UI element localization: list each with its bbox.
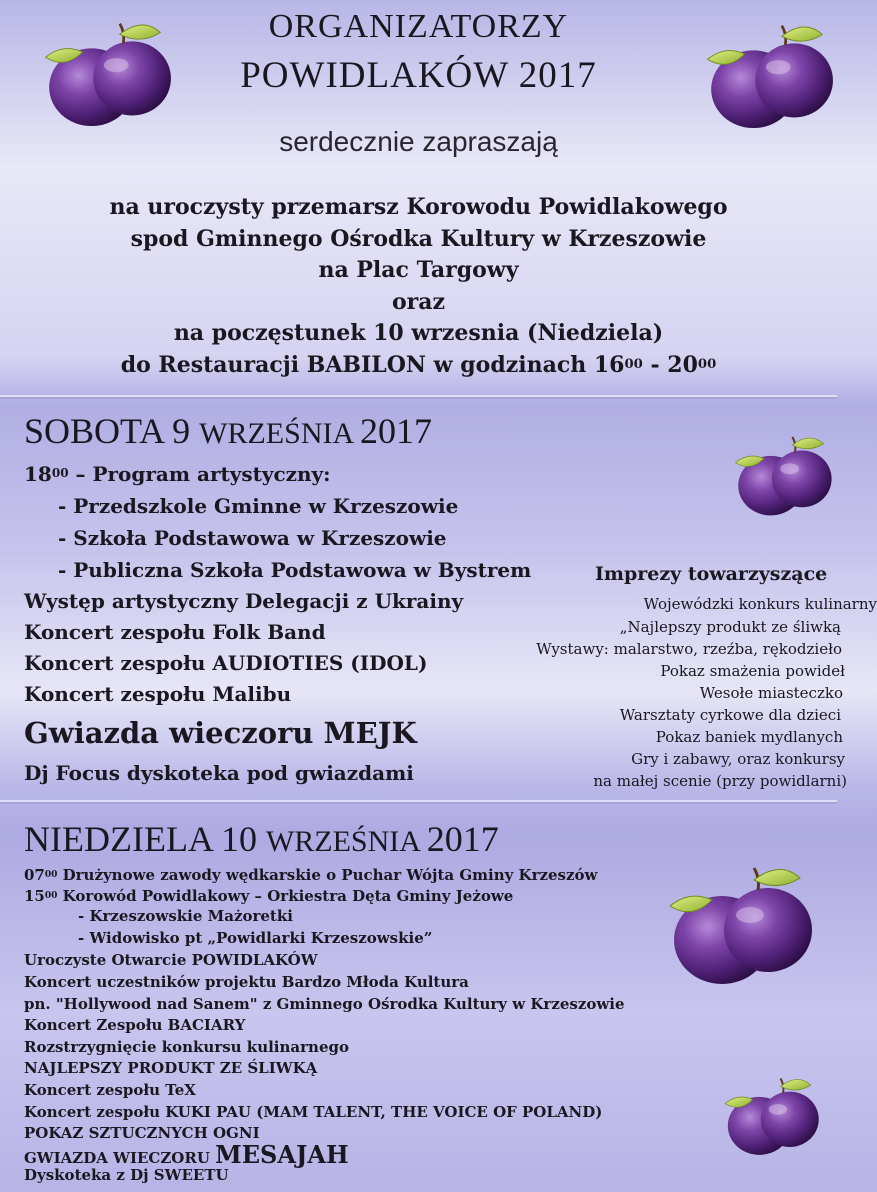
sunday-item: Koncert zespołu TeX	[24, 1081, 196, 1099]
side-event-item: Gry i zabawy, oraz konkursy	[631, 750, 845, 768]
sunday-item: - Widowisko pt „Powidlarki Krzeszowskie”	[78, 929, 433, 947]
saturday-item: Koncert zespołu Folk Band	[24, 620, 326, 644]
page-title-line2: POWIDLAKÓW 2017	[240, 55, 597, 96]
invitation-line: na Plac Targowy	[318, 257, 519, 283]
saturday-star: Gwiazda wieczoru MEJK	[24, 716, 417, 750]
time-sup: 00	[51, 466, 69, 481]
sunday-item	[24, 866, 597, 884]
saturday-program-label	[24, 462, 331, 486]
sunday-item: Rozstrzygnięcie konkursu kulinarnego	[24, 1038, 349, 1056]
hours-text: do Restauracji BABILON w godzinach 16	[120, 351, 625, 378]
sunday-star	[24, 1140, 349, 1169]
invitation-line: spod Gminnego Ośrodka Kultury w Krzeszowie	[130, 225, 707, 252]
saturday-heading	[24, 410, 432, 452]
hours-sup: 00	[697, 356, 717, 372]
saturday-item: Koncert zespołu Malibu	[24, 682, 292, 706]
side-event-item: Wesołe miasteczko	[699, 684, 843, 702]
side-event-item: na małej scenie (przy powidlarni)	[593, 772, 847, 790]
side-event-item: Warsztaty cyrkowe dla dzieci	[619, 706, 841, 724]
saturday-item: - Przedszkole Gminne w Krzeszowie	[58, 494, 459, 518]
page-title-line1: ORGANIZATORZY	[268, 8, 569, 45]
time-sup: 00	[44, 891, 58, 902]
side-events-title: Imprezy towarzyszące	[595, 563, 828, 585]
star-label: GWIAZDA WIECZORU	[24, 1149, 216, 1167]
sunday-item	[24, 887, 513, 905]
invitation-hours	[0, 350, 837, 385]
time: 18	[24, 462, 52, 486]
fold-line	[0, 802, 837, 804]
hours-sup: 00	[624, 356, 643, 372]
invitation-line: na uroczysty przemarsz Korowodu Powidlakowego	[109, 194, 728, 220]
side-event-item: Pokaz baniek mydlanych	[655, 728, 843, 746]
sunday-item: Uroczyste Otwarcie POWIDLAKÓW	[24, 951, 318, 969]
side-event-item: Pokaz smażenia powideł	[660, 662, 845, 680]
event-text: Korowód Powidlakowy – Orkiestra Dęta Gminy Jeżowe	[57, 887, 514, 905]
subtitle: serdecznie zapraszają	[279, 126, 558, 157]
invitation-line: na poczęstunek 10 wrzesnia (Niedziela)	[173, 320, 664, 346]
saturday-item: - Publiczna Szkoła Podstawowa w Bystrem	[58, 558, 532, 582]
sunday-heading	[24, 818, 499, 860]
side-event-item: Wystawy: malarstwo, rzeźba, rękodzieło	[536, 640, 842, 658]
saturday-item: Występ artystyczny Delegacji z Ukrainy	[24, 589, 464, 613]
heading-part: NIEDZIELA 10	[24, 819, 266, 859]
star-name: MESAJAH	[215, 1140, 349, 1169]
heading-part: 2017	[359, 411, 432, 451]
heading-part: SOBOTA 9	[24, 411, 200, 451]
side-event-item: Wojewódzki konkurs kulinarny	[643, 595, 877, 613]
event-text: Drużynowe zawody wędkarskie o Puchar Wójta Gminy Krzeszów	[57, 866, 598, 884]
heading-part: WRZEŚNIA	[199, 417, 360, 450]
hours-text: - 20	[642, 351, 698, 378]
sunday-item: pn. "Hollywood nad Sanem" z Gminnego Ośrodka Kultury w Krzeszowie	[24, 995, 625, 1013]
side-events	[480, 555, 877, 795]
time: 07	[24, 866, 45, 884]
sunday-item: Koncert uczestników projektu Bardzo Młoda Kultura	[24, 973, 469, 991]
saturday-item: - Szkoła Podstawowa w Krzeszowie	[58, 526, 447, 550]
program-label: – Program artystyczny:	[68, 462, 331, 486]
plum-icon	[712, 1066, 824, 1166]
sunday-item: Koncert zespołu KUKI PAU (MAM TALENT, THE VOICE OF POLAND)	[24, 1103, 603, 1121]
saturday-item: Koncert zespołu AUDIOTIES (IDOL)	[24, 651, 428, 675]
saturday-item: Dj Focus dyskoteka pod gwiazdami	[24, 761, 414, 785]
plum-icon	[722, 428, 837, 523]
sunday-item: NAJLEPSZY PRODUKT ZE ŚLIWKĄ	[24, 1059, 318, 1077]
sunday-item: Koncert Zespołu BACIARY	[24, 1016, 246, 1034]
fold-line	[0, 397, 837, 399]
heading-part: 2017	[426, 819, 499, 859]
invitation-line: oraz	[391, 288, 445, 315]
plum-icon	[650, 850, 820, 1000]
sunday-item: Dyskoteka z Dj SWEETU	[24, 1166, 229, 1184]
invitation-block	[0, 192, 837, 384]
sunday-item: POKAZ SZTUCZNYCH OGNI	[24, 1124, 260, 1142]
time-sup: 00	[44, 870, 58, 881]
side-event-item: „Najlepszy produkt ze śliwką	[619, 618, 841, 636]
sunday-item: - Krzeszowskie Mażoretki	[78, 907, 293, 925]
time: 15	[24, 887, 45, 905]
heading-part: WRZEŚNIA	[265, 825, 427, 858]
